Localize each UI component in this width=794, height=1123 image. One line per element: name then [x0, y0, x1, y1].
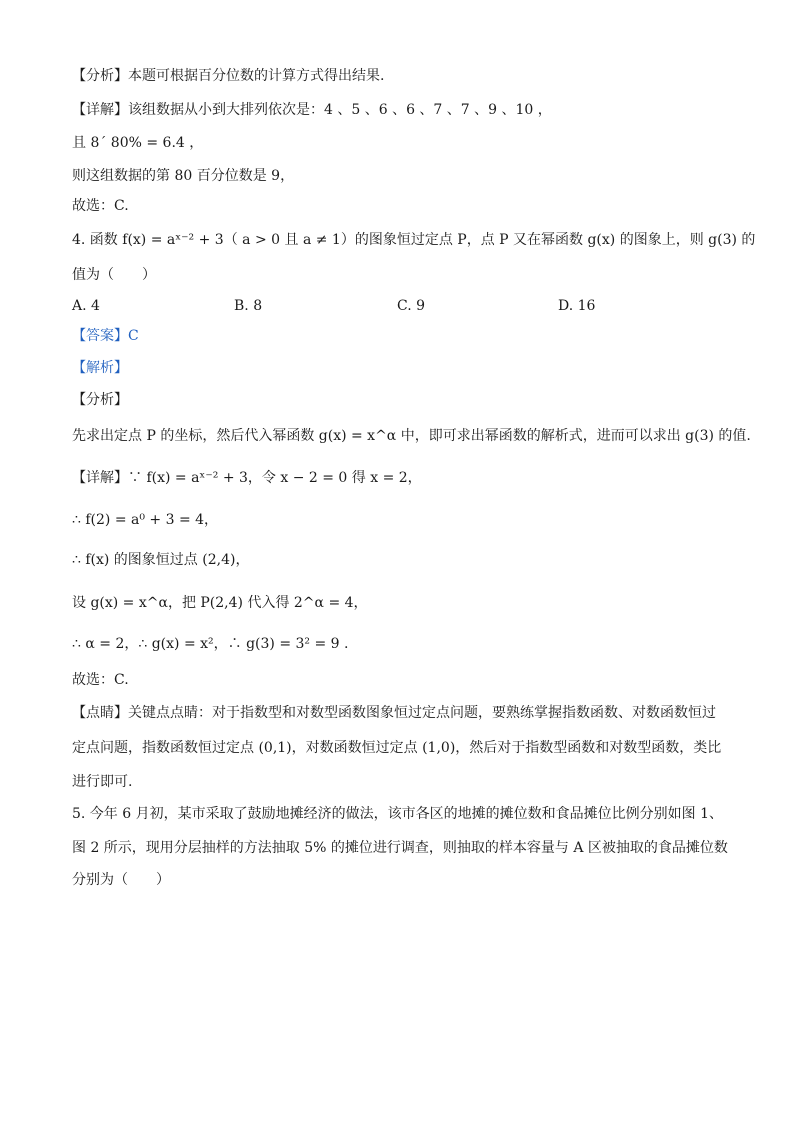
- key-point-line-3: 进行即可.: [72, 774, 133, 790]
- analysis-label-q4: 【分析】: [72, 392, 128, 408]
- result-line-q3: 则这组数据的第 80 百分位数是 9，: [72, 168, 295, 184]
- question-4-stem-cont: 值为（ ）: [72, 267, 156, 283]
- key-point-line-1: 【点睛】关键点点睛：对于指数型和对数型函数图象恒过定点问题，要熟练掌握指数函数、对数函数恒过: [72, 705, 716, 721]
- detail-step-3: ∴ f(x) 的图象恒过点 (2,4)，: [72, 552, 250, 568]
- choice-line-q3: 故选：C.: [72, 198, 129, 214]
- question-4-stem: 4. 函数 f(x) = aˣ⁻² + 3（ a > 0 且 a ≠ 1）的图象恒过定点 P，点 P 又在幂函数 g(x) 的图象上，则 g(3) 的: [72, 232, 756, 248]
- option-a: A. 4: [72, 298, 100, 314]
- option-c: C. 9: [397, 298, 426, 314]
- analysis-text-q4: 先求出定点 P 的坐标，然后代入幂函数 g(x) = x^α 中，即可求出幂函数的解析式，进而可以求出 g(3) 的值.: [72, 428, 751, 444]
- option-d: D. 16: [558, 298, 596, 314]
- explanation-label: 【解析】: [72, 360, 128, 376]
- question-5-stem: 5. 今年 6 月初，某市采取了鼓励地摊经济的做法，该市各区的地摊的摊位数和食品摊位比例分别如图 1、: [72, 806, 723, 822]
- detail-step-1: 【详解】∵ f(x) = aˣ⁻² + 3，令 x − 2 = 0 得 x = 2，: [72, 470, 422, 486]
- question-5-stem-end: 分别为（ ）: [72, 872, 170, 888]
- calc-line-q3: 且 8´ 80% = 6.4 ，: [72, 135, 204, 151]
- analysis-line-q3: 【分析】本题可根据百分位数的计算方式得出结果.: [72, 68, 385, 84]
- detail-step-5: ∴ α = 2，∴ g(x) = x²，∴ g(3) = 3² = 9 .: [72, 636, 349, 652]
- detail-step-4: 设 g(x) = x^α，把 P(2,4) 代入得 2^α = 4，: [72, 595, 368, 611]
- key-point-line-2: 定点问题，指数函数恒过定点 (0,1)，对数函数恒过定点 (1,0)，然后对于指数型函数和对数型函数，类比: [72, 740, 722, 756]
- question-5-stem-cont: 图 2 所示，现用分层抽样的方法抽取 5% 的摊位进行调查，则抽取的样本容量与 A 区被抽取的食品摊位数: [72, 840, 728, 856]
- option-b: B. 8: [234, 298, 263, 314]
- detail-line-q3: 【详解】该组数据从小到大排列依次是：4 、5 、6 、6 、7 、7 、9 、10 ，: [72, 102, 552, 118]
- answer-label: 【答案】C: [72, 328, 139, 344]
- choice-line-q4: 故选：C.: [72, 672, 129, 688]
- detail-step-2: ∴ f(2) = a⁰ + 3 = 4，: [72, 512, 219, 528]
